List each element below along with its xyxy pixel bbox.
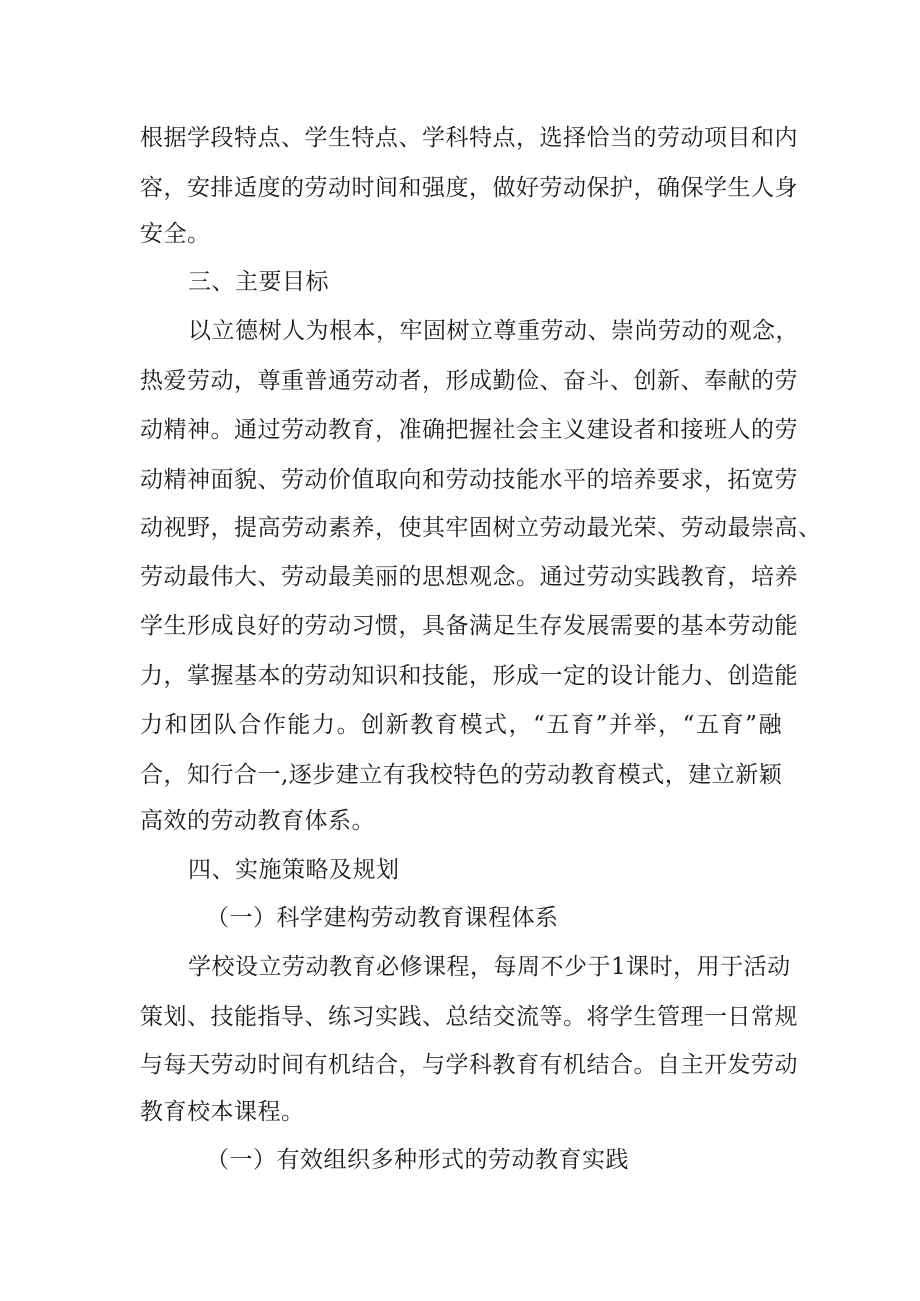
body-text-line: 根据学段特点、学生特点、学科特点，选择恰当的劳动项目和内 — [140, 125, 798, 151]
section-heading-main-goals: 三、主要目标 — [188, 269, 329, 295]
body-text-line: 学生形成良好的劳动习惯，具备满足生存发展需要的基本劳动能 — [140, 613, 798, 639]
body-text-line: 力，掌握基本的劳动知识和技能，形成一定的设计能力、创造能 — [140, 663, 798, 689]
body-text-line: 容，安排适度的劳动时间和强度，做好劳动保护，确保学生人身 — [140, 175, 798, 201]
body-text-line: 热爱劳动，尊重普通劳动者，形成勤俭、奋斗、创新、奉献的劳 — [140, 368, 798, 394]
body-text-line: 安全。 — [140, 221, 211, 247]
body-text-line: 劳动最伟大、劳动最美丽的思想观念。通过劳动实践教育，培养 — [140, 564, 798, 590]
body-text-line: 动精神。通过劳动教育，准确把握社会主义建设者和接班人的劳 — [140, 417, 798, 443]
body-text-line: 动精神面貌、劳动价值取向和劳动技能水平的培养要求，拓宽劳 — [140, 467, 798, 493]
body-text-line: 以立德树人为根本，牢固树立尊重劳动、崇尚劳动的观念， — [188, 318, 799, 344]
body-text-line: 合，知行合一,逐步建立有我校特色的劳动教育模式，建立新颖 — [140, 762, 783, 788]
body-text-line: 力和团队合作能力。创新教育模式，“五育”并举，“五育”融 — [140, 712, 782, 738]
body-text-line: 策划、技能指导、练习实践、总结交流等。将学生管理一日常规 — [140, 1004, 798, 1030]
body-text-line: 动视野，提高劳动素养，使其牢固树立劳动最光荣、劳动最崇高、 — [140, 515, 822, 541]
subsection-heading-practice: （一）有效组织多种形式的劳动教育实践 — [206, 1147, 629, 1173]
body-text-line: 高效的劳动教育体系。 — [140, 808, 375, 834]
body-text-line: 教育校本课程。 — [140, 1099, 305, 1125]
body-text-line: 与每天劳动时间有机结合，与学科教育有机结合。自主开发劳动 — [140, 1052, 798, 1078]
subsection-heading-curriculum: （一）科学建构劳动教育课程体系 — [206, 905, 559, 931]
section-heading-strategy: 四、实施策略及规划 — [188, 857, 400, 883]
body-text-line: 学校设立劳动教育必修课程，每周不少于1课时，用于活动 — [188, 954, 791, 980]
